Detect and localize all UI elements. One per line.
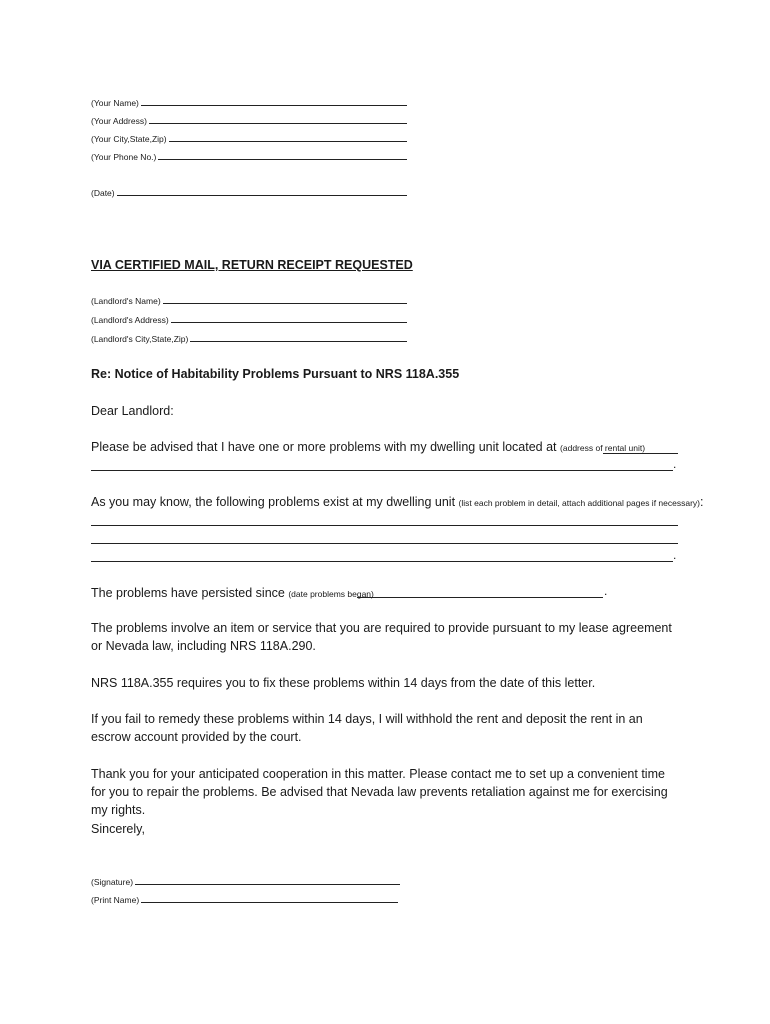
problems-colon: : — [699, 495, 704, 509]
your-city-label: (Your City,State,Zip) — [91, 134, 167, 144]
persisted-paragraph-text: The problems have persisted since — [91, 586, 285, 600]
landlord-city-line[interactable] — [190, 341, 407, 342]
print-name-field[interactable] — [91, 895, 398, 905]
address-period: . — [673, 457, 677, 471]
problems-period: . — [673, 548, 677, 562]
date-label: (Date) — [91, 188, 115, 198]
landlord-name-field[interactable] — [91, 296, 407, 306]
address-hint: (address of rental unit) — [560, 443, 646, 453]
your-city-line[interactable] — [169, 141, 407, 142]
thanks-paragraph: Thank you for your anticipated cooperation in this matter. Please contact me to set up a convenient time for you to repair the problems. Be advised that Nevada law prevents retaliation against me for exercising my rights. — [91, 767, 668, 817]
your-phone-line[interactable] — [158, 159, 407, 160]
date-field[interactable] — [91, 188, 407, 198]
persisted-paragraph — [91, 584, 691, 603]
salutation: Dear Landlord: — [91, 404, 174, 418]
landlord-city-field[interactable] — [91, 334, 407, 344]
problems-blank-2[interactable] — [91, 543, 678, 544]
your-address-line[interactable] — [149, 123, 407, 124]
landlord-address-field[interactable] — [91, 315, 407, 325]
your-address-field[interactable] — [91, 116, 407, 126]
persisted-date-blank[interactable] — [357, 597, 603, 598]
your-phone-field[interactable] — [91, 152, 407, 162]
print-name-label: (Print Name) — [91, 895, 140, 905]
address-blank-2[interactable] — [91, 470, 673, 471]
your-city-field[interactable] — [91, 134, 407, 144]
deadline-paragraph: NRS 118A.355 requires you to fix these problems within 14 days from the date of this letter. — [91, 676, 596, 690]
your-name-label: (Your Name) — [91, 98, 139, 108]
your-name-line[interactable] — [141, 105, 407, 106]
withhold-paragraph: If you fail to remedy these problems within 14 days, I will withhold the rent and deposit the rent in an escrow account provided by the court. — [91, 712, 643, 744]
signature-line[interactable] — [135, 884, 400, 885]
persisted-hint: (date problems began) — [288, 589, 374, 599]
obligation-paragraph: The problems involve an item or service that you are required to provide pursuant to my lease agreement or Nevada law, including NRS 118A.290. — [91, 621, 672, 653]
print-name-line[interactable] — [141, 902, 398, 903]
address-paragraph-text: Please be advised that I have one or more problems with my dwelling unit located at — [91, 440, 557, 454]
landlord-address-label: (Landlord's Address) — [91, 315, 169, 325]
landlord-city-label: (Landlord's City,State,Zip) — [91, 334, 189, 344]
landlord-name-line[interactable] — [163, 303, 407, 304]
your-phone-label: (Your Phone No.) — [91, 152, 157, 162]
re-line: Re: Notice of Habitability Problems Pursuant to NRS 118A.355 — [91, 367, 460, 381]
problems-paragraph-text: As you may know, the following problems exist at my dwelling unit — [91, 495, 456, 509]
landlord-name-label: (Landlord's Name) — [91, 296, 161, 306]
address-blank-1[interactable] — [603, 453, 678, 454]
address-paragraph — [91, 438, 691, 457]
signature-field[interactable] — [91, 877, 400, 887]
persisted-period: . — [604, 584, 608, 598]
certified-mail-heading: VIA CERTIFIED MAIL, RETURN RECEIPT REQUESTED — [91, 258, 413, 272]
signature-label: (Signature) — [91, 877, 134, 887]
date-line[interactable] — [117, 195, 407, 196]
problems-hint: (list each problem in detail, attach additional pages if necessary) — [458, 498, 700, 508]
problems-blank-3[interactable] — [91, 561, 673, 562]
problems-paragraph — [91, 493, 704, 512]
closing: Sincerely, — [91, 822, 145, 836]
your-name-field[interactable] — [91, 98, 407, 108]
landlord-address-line[interactable] — [171, 322, 407, 323]
problems-blank-1[interactable] — [91, 525, 678, 526]
your-address-label: (Your Address) — [91, 116, 147, 126]
